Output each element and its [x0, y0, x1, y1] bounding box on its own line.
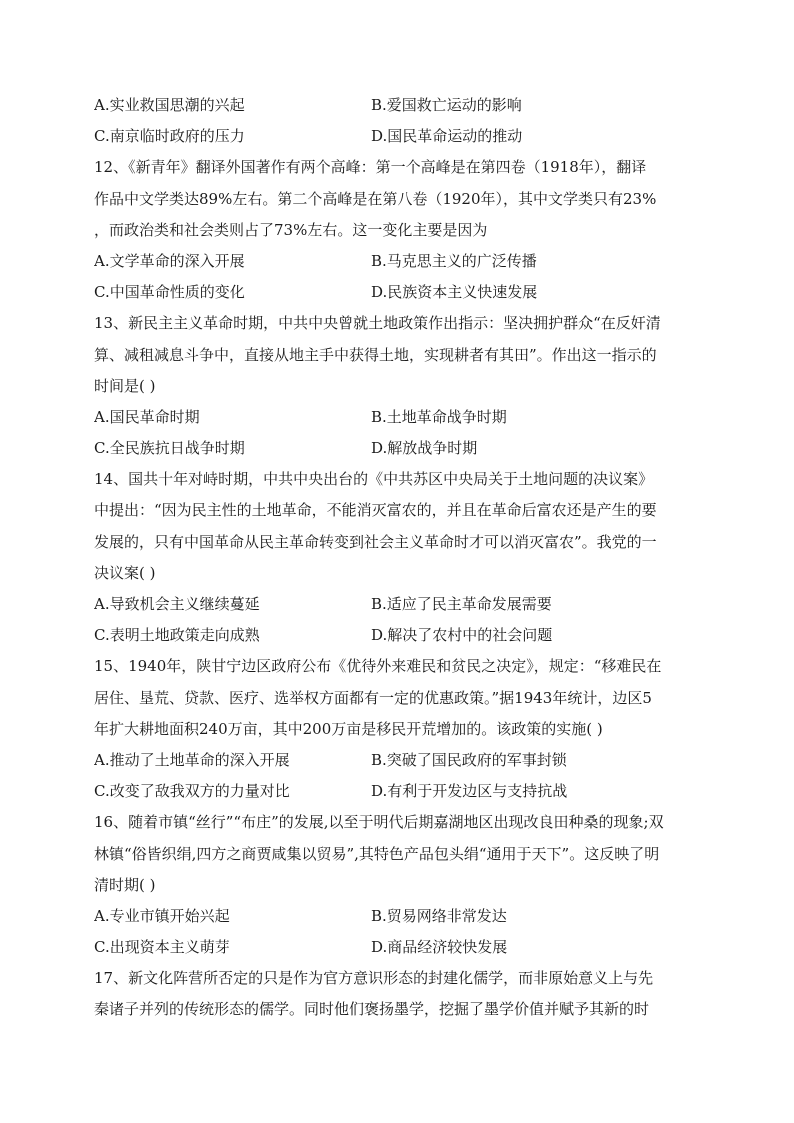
q14-option-a[interactable]: A.导致机会主义继续蔓延: [94, 595, 260, 613]
q12-options-row-1: [94, 246, 694, 277]
q13-option-a[interactable]: A.国民革命时期: [94, 407, 200, 426]
q12-option-a[interactable]: A.文学革命的深入开展: [94, 251, 245, 270]
q16-option-d[interactable]: D.商品经济较快发展: [371, 938, 508, 957]
q12-options-row-2: [94, 277, 694, 308]
q11-options-row-2: [94, 121, 694, 152]
q12-stem-line: 12、《新青年》翻译外国著作有两个高峰：第一个高峰是在第四卷（1918年），翻译: [94, 158, 647, 177]
q15-stem-line: 15、1940年，陕甘宁边区政府公布《优待外来难民和贫民之决定》，规定：“移难民在: [94, 657, 662, 676]
q11-option-c[interactable]: C.南京临时政府的压力: [94, 127, 245, 146]
q15-stem-line: 年扩大耕地面积240万亩，其中200万亩是移民开荒增加的。该政策的实施( ): [94, 719, 603, 738]
q14-stem-line: 14、国共十年对峙时期，中共中央出台的《中共苏区中央局关于土地问题的决议案》: [94, 470, 654, 489]
q14-options-row-1: [94, 589, 694, 620]
q16-options-row-2: [94, 932, 694, 963]
q16-option-a[interactable]: A.专业市镇开始兴起: [94, 906, 230, 925]
q15-options-row-2: [94, 776, 694, 807]
q11-options-row-1: [94, 90, 694, 121]
q13-stem-line: 13、新民主主义革命时期，中共中央曾就土地政策作出指示：坚决拥护群众“在反奸清: [94, 314, 661, 333]
q14-option-b[interactable]: B.适应了民主革命发展需要: [371, 595, 552, 613]
q15-options-row-1: [94, 745, 694, 776]
q16-option-b[interactable]: B.贸易网络非常发达: [371, 906, 507, 925]
q16-stem-line: 16、随着市镇“丝行”“布庄”的发展,以至于明代后期嘉湖地区出现改良田种桑的现象;双: [94, 813, 664, 832]
q11-option-a[interactable]: A.实业救国思潮的兴起: [94, 96, 245, 114]
q15-stem-line: 居住、垦荒、贷款、医疗、选举权方面都有一定的优惠政策。”据1943年统计，边区5: [94, 688, 652, 707]
q13-option-b[interactable]: B.土地革命战争时期: [371, 407, 507, 426]
q14-stem-line: 决议案( ): [94, 563, 156, 582]
q14-option-c[interactable]: C.表明土地政策走向成熟: [94, 626, 260, 645]
q12-option-c[interactable]: C.中国革命性质的变化: [94, 283, 245, 302]
q15-option-a[interactable]: A.推动了土地革命的深入开展: [94, 750, 290, 769]
q16-options-row-1: [94, 901, 694, 932]
q13-stem-line: 算、减租减息斗争中，直接从地主手中获得土地，实现耕者有其田”。作出这一指示的: [94, 345, 657, 364]
exam-page: [94, 90, 694, 1026]
q12-stem-line: ，而政治类和社会类则占了73%左右。这一变化主要是因为: [94, 220, 488, 239]
q14-options-row-2: [94, 620, 694, 651]
q13-stem-line: 时间是( ): [94, 376, 156, 395]
q17-stem-line: 17、新文化阵营所否定的只是作为官方意识形态的封建化儒学，而非原始意义上与先: [94, 969, 654, 988]
q16-stem-line: 林镇“俗皆织绢,四方之商贾咸集以贸易”,其特色产品包头绢“通用于天下”。这反映了明: [94, 844, 660, 863]
q12-option-b[interactable]: B.马克思主义的广泛传播: [371, 251, 537, 270]
q12-option-d[interactable]: D.民族资本主义快速发展: [371, 283, 538, 302]
q15-option-c[interactable]: C.改变了敌我双方的力量对比: [94, 782, 290, 801]
q15-option-d[interactable]: D.有利于开发边区与支持抗战: [371, 782, 568, 801]
q16-stem-line: 清时期( ): [94, 875, 156, 894]
q13-option-d[interactable]: D.解放战争时期: [371, 439, 478, 458]
q17-stem-line: 秦诸子并列的传统形态的儒学。同时他们褒扬墨学，挖掘了墨学价值并赋予其新的时: [94, 1000, 650, 1019]
q14-stem-line: 发展的，只有中国革命从民主革命转变到社会主义革命时才可以消灭富农”。我党的一: [94, 532, 657, 551]
q13-options-row-2: [94, 433, 694, 464]
q14-stem-line: 中提出：“因为民主性的土地革命，不能消灭富农的，并且在革命后富农还是产生的要: [94, 501, 657, 520]
q13-option-c[interactable]: C.全民族抗日战争时期: [94, 439, 245, 458]
q11-option-b[interactable]: B.爱国救亡运动的影响: [371, 96, 522, 114]
q15-option-b[interactable]: B.突破了国民政府的军事封锁: [371, 750, 567, 769]
q13-options-row-1: [94, 402, 694, 433]
q16-option-c[interactable]: C.出现资本主义萌芽: [94, 938, 230, 957]
q12-stem-line: 作品中文学类达89%左右。第二个高峰是在第八卷（1920年），其中文学类只有23%: [94, 189, 657, 208]
q11-option-d[interactable]: D.国民革命运动的推动: [371, 127, 523, 146]
q14-option-d[interactable]: D.解决了农村中的社会问题: [371, 626, 553, 645]
